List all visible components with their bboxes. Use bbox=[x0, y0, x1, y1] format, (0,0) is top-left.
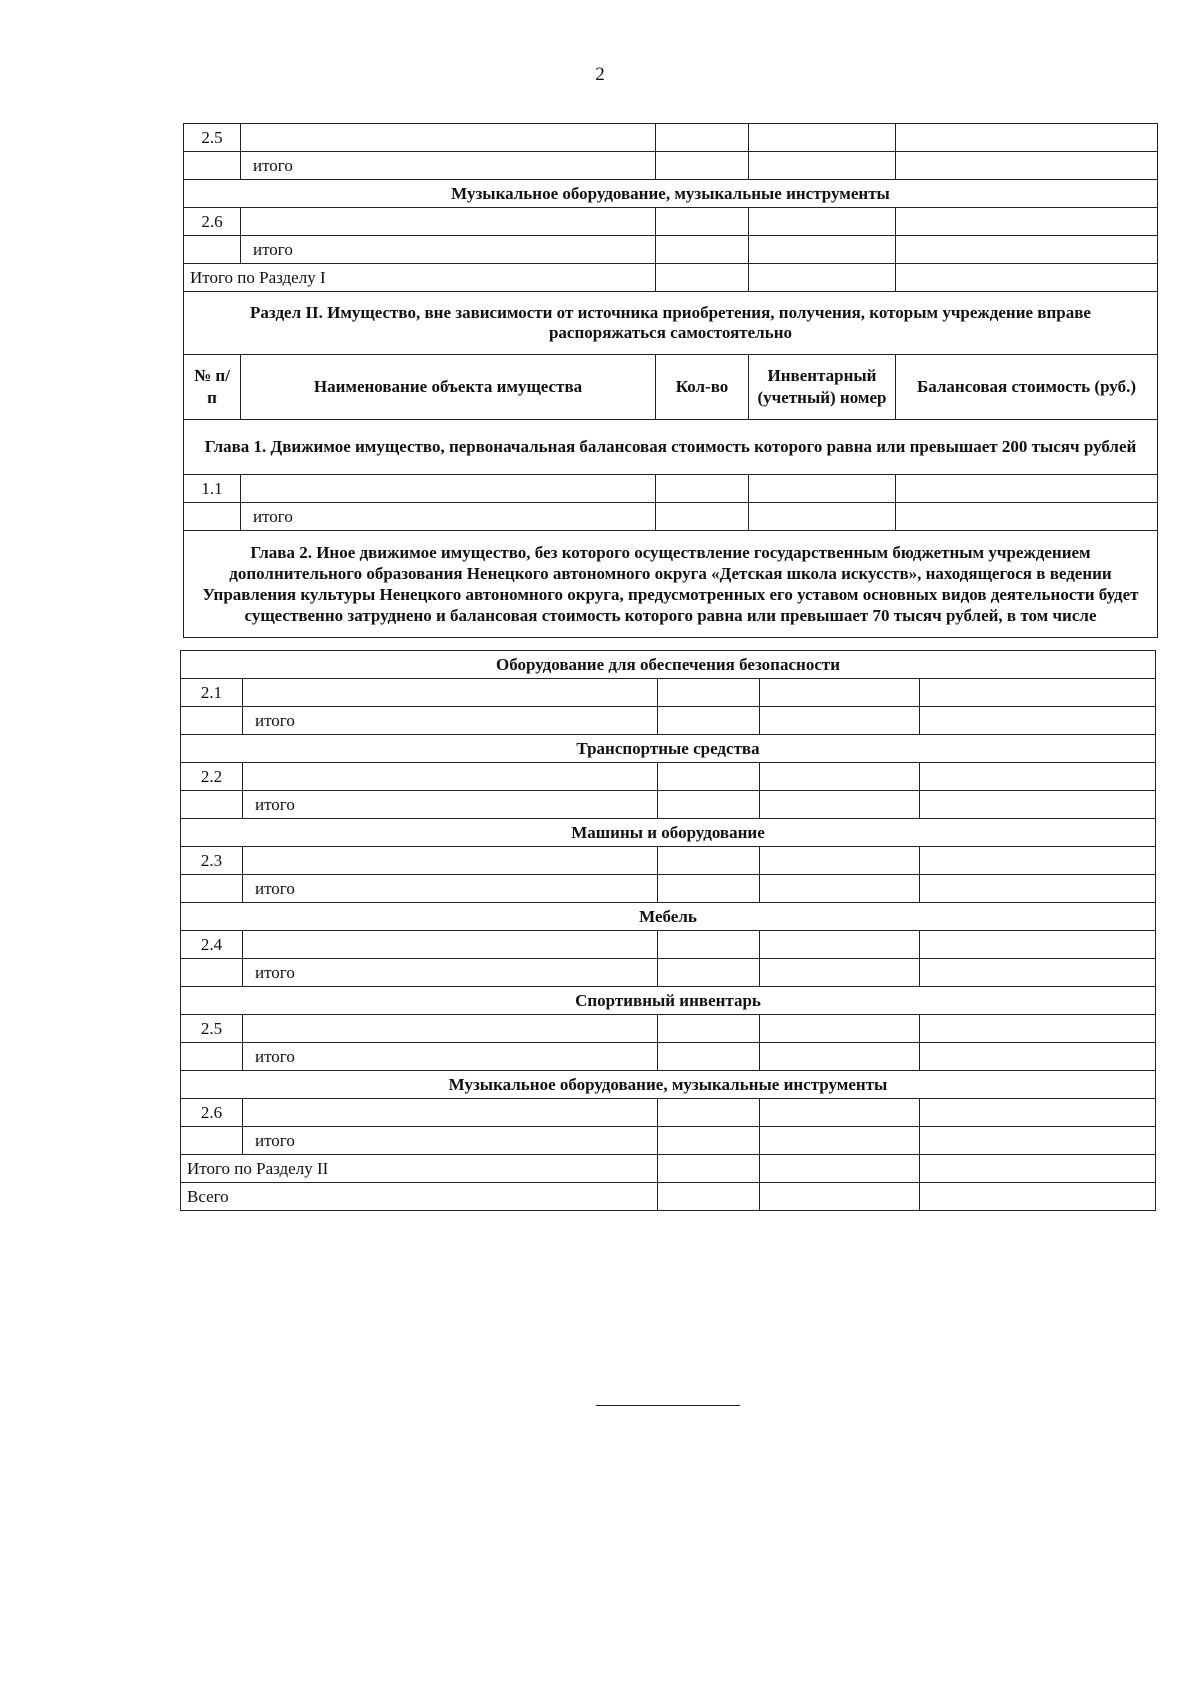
table-row bbox=[181, 847, 1156, 875]
table-row bbox=[181, 1099, 1156, 1127]
category-header bbox=[181, 735, 1156, 763]
cost-cell bbox=[896, 124, 1158, 152]
subtotal-row bbox=[184, 503, 1158, 531]
category-header bbox=[184, 180, 1158, 208]
section-title: Раздел II. Имущество, вне зависимости от источника приобретения, получения, которым учреждение вправе распоряжаться самостоятельно bbox=[184, 292, 1158, 355]
row-number: 2.2 bbox=[181, 763, 243, 791]
chapter-heading bbox=[184, 420, 1158, 475]
column-headers bbox=[184, 355, 1158, 420]
qty-cell bbox=[656, 124, 749, 152]
category-header bbox=[181, 903, 1156, 931]
table-row bbox=[184, 475, 1158, 503]
row-number: 2.6 bbox=[181, 1099, 243, 1127]
row-number: 2.3 bbox=[181, 847, 243, 875]
row-number: 2.1 bbox=[181, 679, 243, 707]
row-number: 1.1 bbox=[184, 475, 241, 503]
subtotal-label: итого bbox=[243, 1127, 658, 1155]
row-number: 2.6 bbox=[184, 208, 241, 236]
chapter-title: Глава 1. Движимое имущество, первоначальная балансовая стоимость которого равна или превышает 200 тысяч рублей bbox=[184, 420, 1158, 475]
name-cell bbox=[241, 124, 656, 152]
subtotal-label: итого bbox=[243, 959, 658, 987]
row-number: 2.4 bbox=[181, 931, 243, 959]
subtotal-label: итого bbox=[241, 503, 656, 531]
grand-total-row bbox=[181, 1183, 1156, 1211]
category-header bbox=[181, 651, 1156, 679]
table-row bbox=[181, 931, 1156, 959]
subtotal-label: итого bbox=[241, 236, 656, 264]
col-inv-header: Инвентарный (учетный) номер bbox=[749, 355, 896, 420]
subtotal-row bbox=[181, 1043, 1156, 1071]
table-row bbox=[181, 1015, 1156, 1043]
category-title: Спортивный инвентарь bbox=[181, 987, 1156, 1015]
subtotal-row bbox=[184, 152, 1158, 180]
category-title: Музыкальное оборудование, музыкальные инструменты bbox=[184, 180, 1158, 208]
subtotal-label: итого bbox=[243, 791, 658, 819]
table-row bbox=[181, 679, 1156, 707]
property-table-upper bbox=[183, 123, 1157, 638]
category-header bbox=[181, 987, 1156, 1015]
category-header bbox=[181, 1071, 1156, 1099]
category-title: Мебель bbox=[181, 903, 1156, 931]
grand-total-label: Всего bbox=[181, 1183, 658, 1211]
col-cost-header: Балансовая стоимость (руб.) bbox=[896, 355, 1158, 420]
subtotal-row bbox=[184, 236, 1158, 264]
subtotal-row bbox=[181, 791, 1156, 819]
category-title: Оборудование для обеспечения безопасности bbox=[181, 651, 1156, 679]
col-num-header: № п/п bbox=[184, 355, 241, 420]
section-total-label: Итого по Разделу II bbox=[181, 1155, 658, 1183]
subtotal-row bbox=[181, 1127, 1156, 1155]
table-row bbox=[184, 208, 1158, 236]
section-heading bbox=[184, 292, 1158, 355]
col-name-header: Наименование объекта имущества bbox=[241, 355, 656, 420]
page-number: 2 bbox=[595, 64, 605, 85]
subtotal-label: итого bbox=[243, 875, 658, 903]
section-total-label: Итого по Разделу I bbox=[184, 264, 656, 292]
subtotal-row bbox=[181, 707, 1156, 735]
category-header bbox=[181, 819, 1156, 847]
table-row bbox=[181, 763, 1156, 791]
subtotal-label: итого bbox=[243, 1043, 658, 1071]
category-title: Музыкальное оборудование, музыкальные инструменты bbox=[181, 1071, 1156, 1099]
category-title: Машины и оборудование bbox=[181, 819, 1156, 847]
table-row bbox=[184, 124, 1158, 152]
subtotal-row bbox=[181, 875, 1156, 903]
section-total-row bbox=[181, 1155, 1156, 1183]
col-qty-header: Кол-во bbox=[656, 355, 749, 420]
subtotal-label: итого bbox=[243, 707, 658, 735]
row-number: 2.5 bbox=[181, 1015, 243, 1043]
inv-cell bbox=[749, 124, 896, 152]
subtotal-label: итого bbox=[241, 152, 656, 180]
section-total-row bbox=[184, 264, 1158, 292]
chapter-title: Глава 2. Иное движимое имущество, без которого осуществление государственным бюджетным учреждением дополнительного образования Ненецкого автономного округа «Детская школа искусств», находящегося в ведении Управления культуры Ненецкого автономного округа, предусмотренных его уставом основных видов деятельности будет существенно затруднено и балансовая стоимость которого равна или превышает 70 тысяч рублей, в том числе bbox=[184, 531, 1158, 638]
property-table-lower bbox=[180, 650, 1155, 1211]
subtotal-row bbox=[181, 959, 1156, 987]
category-title: Транспортные средства bbox=[181, 735, 1156, 763]
chapter-heading bbox=[184, 531, 1158, 638]
row-number: 2.5 bbox=[184, 124, 241, 152]
end-divider bbox=[596, 1405, 740, 1406]
